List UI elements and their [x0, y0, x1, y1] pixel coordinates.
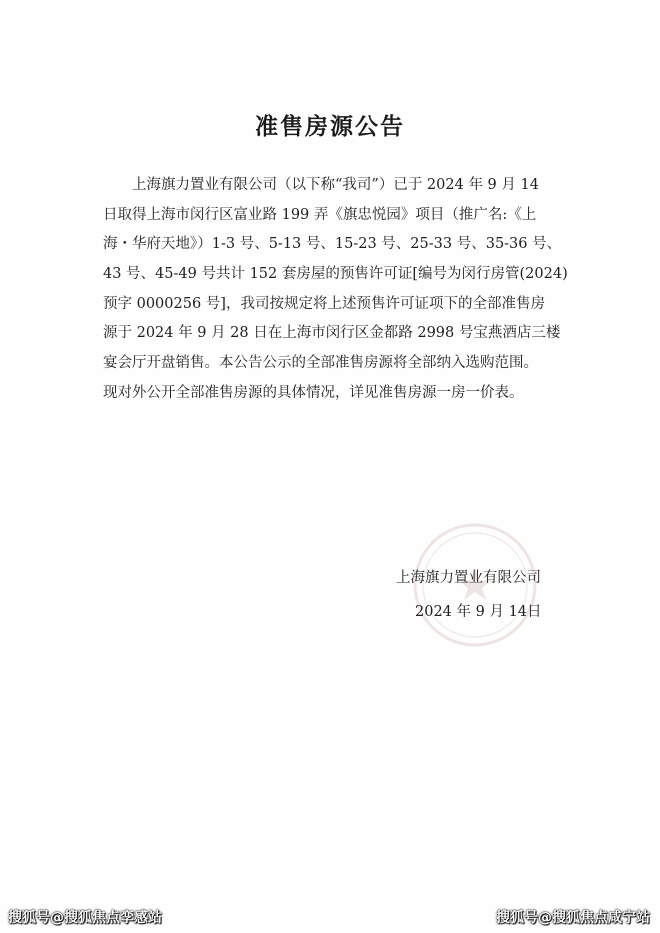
signature-company: 上海旗力置业有限公司 — [396, 570, 541, 586]
watermark-right: 搜狐号@搜狐焦点咸宁站 — [496, 910, 650, 926]
signature-date: 2024 年 9 月 14日 — [415, 604, 542, 620]
body-line: 宴会厅开盘销售。本公告公示的全部准售房源将全部纳入选购范围。 — [103, 355, 538, 372]
watermark-bar — [0, 899, 660, 933]
body-line: 43 号、45-49 号共计 152 套房屋的预售许可证[编号为闵行房管(2024) — [103, 266, 568, 283]
body-line: 上海旗力置业有限公司（以下称“我司”）已于 2024 年 9 月 14 — [132, 177, 539, 193]
watermark-left: 搜狐号@搜狐焦点孪感站 — [8, 910, 162, 926]
body-line: 海・华府天地》）1-3 号、5-13 号、15-23 号、25-33 号、35-36 号、 — [103, 236, 562, 253]
body-line: 日取得上海市闵行区富业路 199 弄《旗忠悦园》项目（推广名:《上 — [103, 206, 537, 223]
page-title: 准售房源公告 — [255, 114, 405, 140]
body-line: 源于 2024 年 9 月 28 日在上海市闵行区金都路 2998 号宝燕酒店三楼 — [103, 325, 561, 342]
notice-body — [103, 171, 568, 409]
body-line: 现对外公开全部准售房源的具体情况，详见准售房源一房一价表。 — [103, 384, 524, 401]
body-line: 预字 0000256 号]，我司按规定将上述预售许可证项下的全部准售房 — [103, 295, 545, 312]
